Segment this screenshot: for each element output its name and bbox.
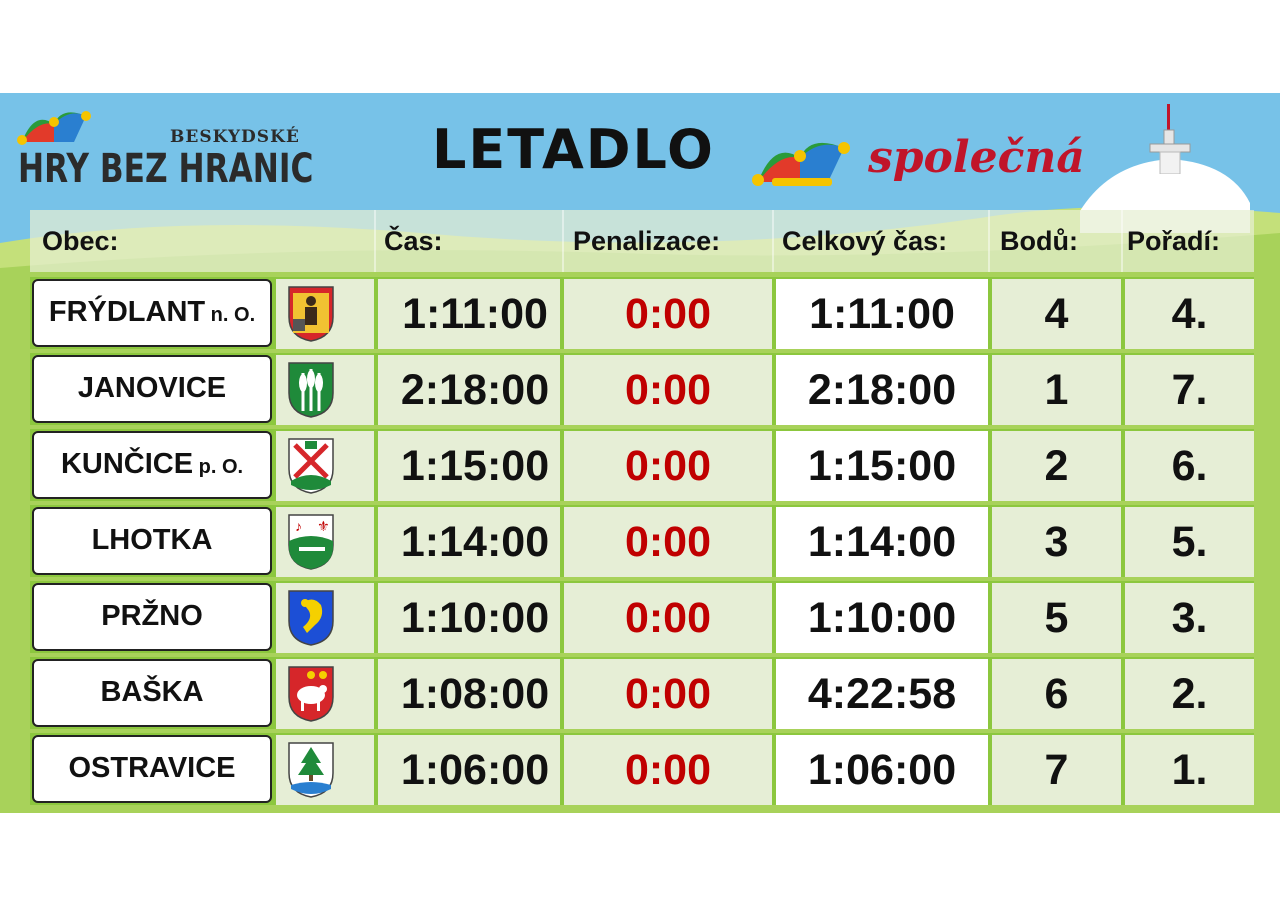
total-time-cell: 1:06:00 [807,746,957,794]
points-cell: 1 [1044,366,1069,414]
municipality-name-main: FRÝDLANT [48,295,206,328]
municipality-name [32,279,272,347]
municipality-name [32,583,272,651]
penalty-cell: 0:00 [624,442,712,490]
svg-text:♪: ♪ [295,518,302,534]
svg-text:⚜: ⚜ [317,518,330,534]
municipality-name-main: OSTRAVICE [68,751,236,784]
results-table [30,210,1254,812]
penalty-cell: 0:00 [624,290,712,338]
lhotka-crest-icon [287,513,335,571]
total-time-cell: 1:11:00 [809,290,955,338]
municipality-name-suffix: n. O. [205,303,256,326]
table-row [30,581,1254,653]
penalty-cell: 0:00 [624,518,712,566]
frydlant-crest-icon [287,285,335,343]
points-cell: 6 [1044,670,1069,718]
logo-subtitle: BESKYDSKÉ [170,127,300,147]
table-row [30,353,1254,425]
time-cell: 2:18:00 [400,366,550,414]
municipality-name-main: KUNČICE [60,447,194,480]
points-cell: 5 [1044,594,1069,642]
header-poradi: Pořadí: [1127,226,1221,256]
municipality-name [32,355,272,423]
rank-cell: 1. [1171,746,1208,794]
total-time-cell: 1:15:00 [807,442,957,490]
municipality-name [32,659,272,727]
page-title: LETADLO [432,118,715,181]
time-cell: 1:06:00 [400,746,550,794]
rank-cell: 6. [1171,442,1208,490]
penalty-cell: 0:00 [624,746,712,794]
table-row [30,505,1254,577]
rank-cell: 2. [1171,670,1208,718]
total-time-cell: 4:22:58 [807,670,957,718]
header-cas: Čas: [384,226,443,256]
points-cell: 7 [1044,746,1069,794]
rank-cell: 3. [1171,594,1208,642]
table-row [30,657,1254,729]
municipality-name [32,735,272,803]
total-time-cell: 2:18:00 [807,366,957,414]
total-time-cell: 1:10:00 [807,594,957,642]
header-penalizace: Penalizace: [573,226,721,256]
time-cell: 1:08:00 [400,670,550,718]
table-row [30,277,1254,349]
penalty-cell: 0:00 [624,594,712,642]
municipality-name-suffix: p. O. [193,455,244,478]
header-bodu: Bodů: [1000,226,1078,256]
time-cell: 1:10:00 [400,594,550,642]
table-row [30,733,1254,805]
municipality-name-main: JANOVICE [77,371,227,404]
time-cell: 1:14:00 [400,518,550,566]
subtitle: společná [868,132,1085,183]
points-cell: 3 [1044,518,1069,566]
municipality-name-main: LHOTKA [91,523,213,556]
penalty-cell: 0:00 [624,366,712,414]
logo-title: HRY BEZ HRANIC [18,146,314,192]
rank-cell: 7. [1171,366,1208,414]
baska-crest-icon [287,665,335,723]
kuncice-crest-icon [287,437,335,495]
header-obec: Obec: [42,226,119,256]
municipality-name [32,431,272,499]
municipality-name-main: PRŽNO [101,599,203,632]
time-cell: 1:11:00 [402,290,548,338]
time-cell: 1:15:00 [400,442,550,490]
header-celkovy-cas: Celkový čas: [782,226,948,256]
municipality-name-main: BAŠKA [100,675,204,708]
penalty-cell: 0:00 [624,670,712,718]
total-time-cell: 1:14:00 [807,518,957,566]
jester-hat-icon [752,130,852,190]
ostravice-crest-icon [287,741,335,799]
janovice-crest-icon [287,361,335,419]
municipality-name [32,507,272,575]
tv-tower-icon [1140,104,1200,174]
points-cell: 2 [1044,442,1069,490]
table-row [30,429,1254,501]
jester-hat-icon [14,102,94,148]
rank-cell: 5. [1171,518,1208,566]
przno-crest-icon [287,589,335,647]
rank-cell: 4. [1171,290,1208,338]
points-cell: 4 [1044,290,1069,338]
table-header [30,210,1254,272]
